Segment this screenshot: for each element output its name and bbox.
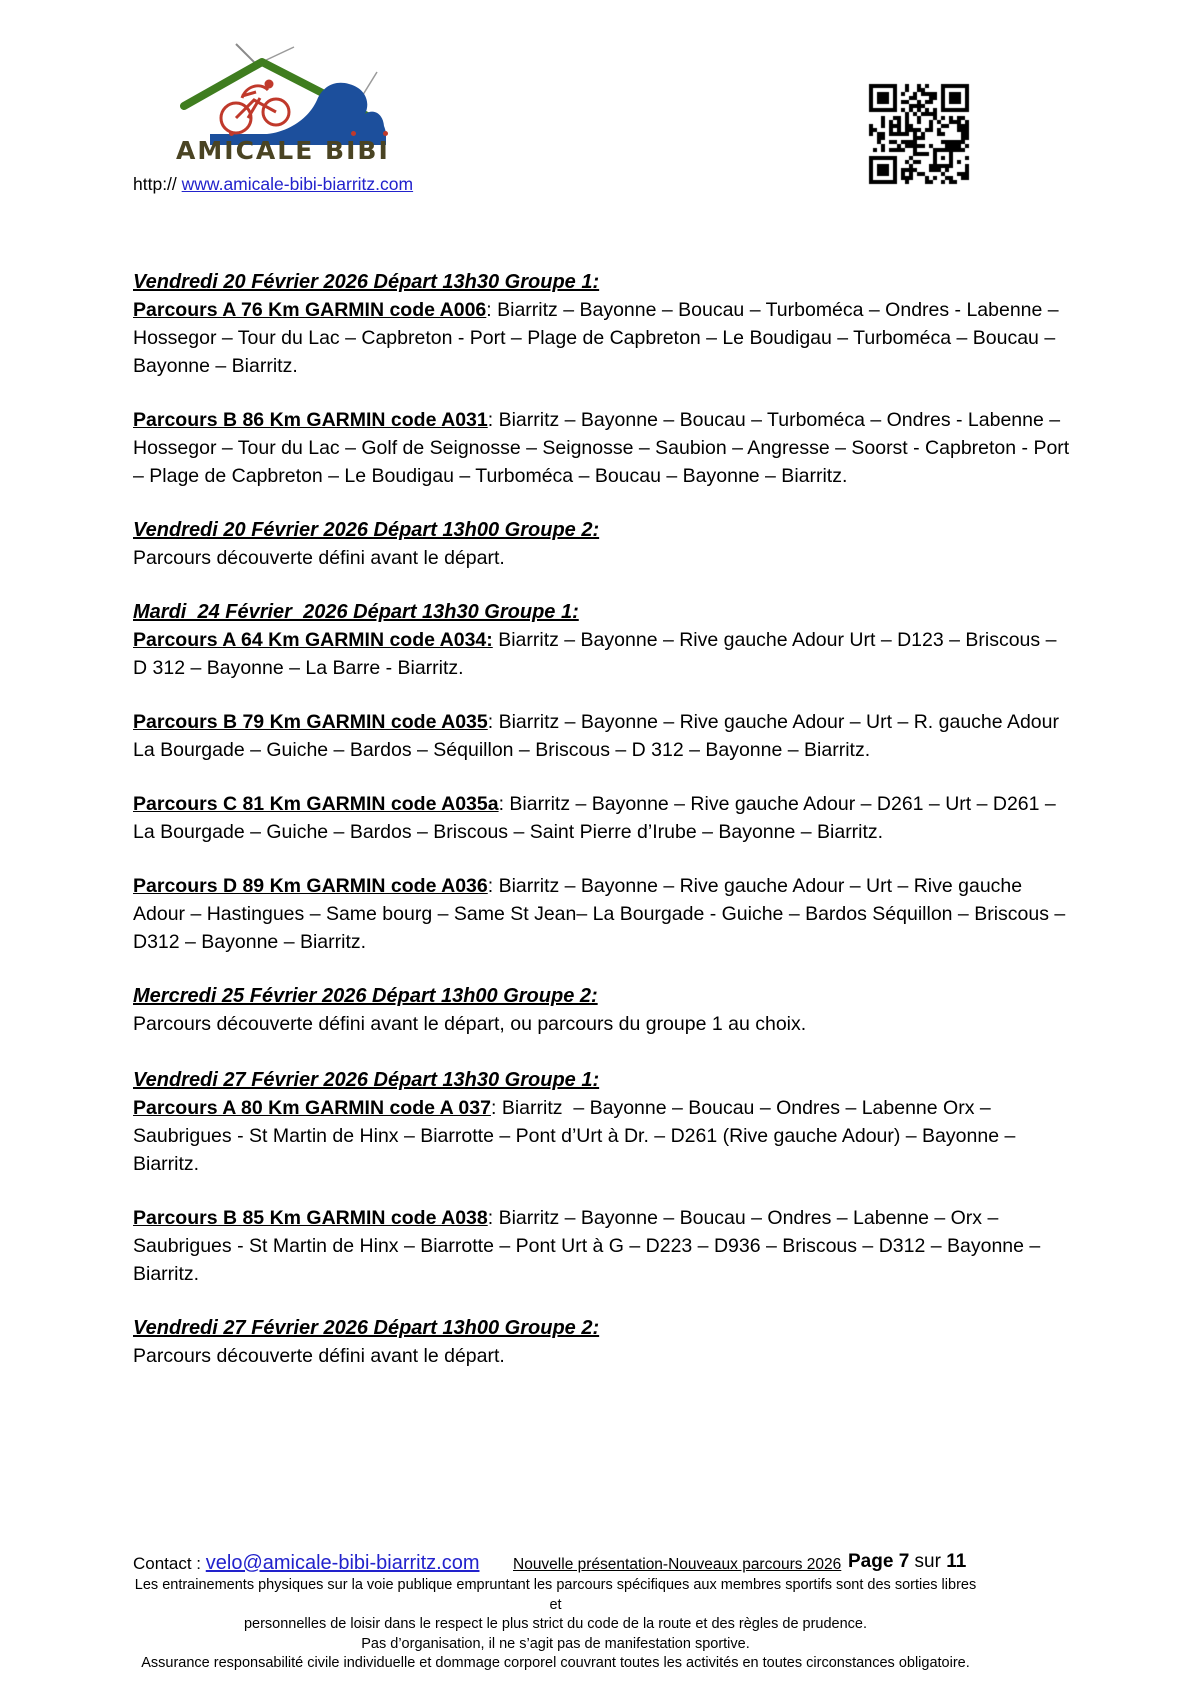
session-heading: Mardi 24 Février 2026 Départ 13h30 Groupe 1: [133, 601, 579, 623]
route-label: Parcours D 89 Km GARMIN code A036 [133, 875, 488, 897]
url-prefix: http:// [133, 174, 182, 194]
route-label: Parcours A 76 Km GARMIN code A006 [133, 299, 487, 321]
page-separator: sur [909, 1551, 947, 1572]
website-url-line [133, 174, 413, 195]
session-heading: Mercredi 25 Février 2026 Départ 13h00 Groupe 2: [133, 985, 598, 1007]
disclaimer-line: Assurance responsabilité civile individuelle et dommage corporel couvrant toutes les activités en toutes circonstances obligatoire. [141, 1655, 970, 1671]
route-separator: : [487, 875, 499, 897]
route-separator: : [490, 1097, 502, 1119]
route-text: Biarritz – Bayonne – Boucau – Turboméca – Ondres - Labenne – Hossegor – Tour du Lac – Golf de Seignosse – Seignosse – Saubion – Angresse – Soorst - Capbreton - Port – Plage de Capbreton – Le Boudigau – Turboméca – Boucau – Bayonne – Biarritz. [133, 409, 1075, 487]
route-text: Biarritz – Bayonne – Boucau – Turboméca – Ondres - Labenne – Hossegor – Tour du Lac – Capbreton - Port – Plage de Capbreton – Le Boudigau – Turboméca – Boucau – Bayonne – Biarritz. [133, 299, 1065, 377]
document-title: Nouvelle présentation-Nouveaux parcours 2026 [513, 1556, 842, 1573]
logo-wordmark: AMICALE BIBI [176, 136, 390, 165]
route-paragraph [133, 406, 1073, 490]
route-paragraph [133, 296, 1073, 380]
route-label: Parcours A 80 Km GARMIN code A 037 [133, 1097, 491, 1119]
page-current: 7 [898, 1551, 910, 1572]
footer-line [133, 1549, 1093, 1579]
session-heading: Vendredi 20 Février 2026 Départ 13h00 Groupe 2: [133, 519, 600, 541]
route-text: Biarritz – Bayonne – Boucau – Ondres – Labenne – Orx – Saubrigues - St Martin de Hinx – Biarrotte – Pont Urt à G – D223 – D936 – Briscous – D312 – Bayonne – Biarritz. [133, 1207, 1046, 1285]
session-heading: Vendredi 27 Février 2026 Départ 13h00 Groupe 2: [133, 1317, 600, 1339]
route-text: Biarritz – Bayonne – Rive gauche Adour – D261 – Urt – D261 – La Bourgade – Guiche – Bardos – Briscous – Saint Pierre d’Irube – Bayonne – Biarritz. [133, 793, 1062, 843]
route-text: Parcours découverte défini avant le départ. [133, 1345, 505, 1367]
route-paragraph [133, 1342, 1073, 1370]
session-heading: Vendredi 20 Février 2026 Départ 13h30 Groupe 1: [133, 271, 600, 293]
session-section [133, 1314, 1073, 1370]
route-paragraph [133, 790, 1073, 846]
route-separator: : [487, 409, 499, 431]
route-label: Parcours B 85 Km GARMIN code A038 [133, 1207, 488, 1229]
session-section [133, 516, 1073, 572]
route-text: Biarritz – Bayonne – Rive gauche Adour – Urt – R. gauche Adour La Bourgade – Guiche – Bardos – Séquillon – Briscous – D 312 – Bayonne – Biarritz. [133, 711, 1065, 761]
route-text: Parcours découverte défini avant le départ. [133, 547, 505, 569]
route-paragraph [133, 544, 1073, 572]
route-paragraph [133, 626, 1073, 682]
contact-email-link[interactable]: velo@amicale-bibi-biarritz.com [205, 1552, 480, 1574]
session-section [133, 1066, 1073, 1288]
disclaimer-line: Les entrainements physiques sur la voie publique empruntant les parcours spécifiques aux membres sportifs sont des sorties libres et [134, 1577, 977, 1613]
route-text: Biarritz – Bayonne – Boucau – Ondres – Labenne Orx – Saubrigues - St Martin de Hinx – Biarrotte – Pont d’Urt à Dr. – D261 (Rive gauche Adour) – Bayonne – Biarritz. [133, 1097, 1021, 1175]
disclaimer-line: personnelles de loisir dans le respect le plus strict du code de la route et des règles de prudence. [243, 1616, 868, 1632]
route-paragraph [133, 872, 1073, 956]
route-paragraph [133, 1204, 1073, 1288]
route-paragraph [133, 1010, 1073, 1038]
page-total: 11 [946, 1551, 967, 1572]
route-separator: : [487, 1207, 499, 1229]
session-section [133, 982, 1073, 1038]
route-separator: : [487, 711, 499, 733]
route-separator: : [486, 299, 498, 321]
route-label: Parcours A 64 Km GARMIN code A034: [133, 629, 493, 651]
page-word: Page [848, 1551, 899, 1572]
contact-block [133, 1552, 479, 1575]
session-section [133, 598, 1073, 956]
route-label: Parcours C 81 Km GARMIN code A035a [133, 793, 499, 815]
route-text: Biarritz – Bayonne – Rive gauche Adour – Urt – Rive gauche Adour – Hastingues – Same bourg – Same St Jean– La Bourgade - Guiche – Bardos Séquillon – Briscous – D312 – Bayonne – Biarritz. [133, 875, 1071, 953]
page-number [848, 1551, 966, 1573]
footer-disclaimer [133, 1576, 978, 1674]
document-body [133, 268, 1073, 1396]
website-link[interactable]: www.amicale-bibi-biarritz.com [181, 174, 414, 194]
route-text: Parcours découverte défini avant le départ, ou parcours du groupe 1 au choix. [133, 1013, 807, 1035]
route-paragraph [133, 1094, 1073, 1178]
route-text: Biarritz – Bayonne – Rive gauche Adour Urt – D123 – Briscous – D 312 – Bayonne – La Barre - Biarritz. [133, 629, 1062, 679]
session-section [133, 268, 1073, 490]
session-heading: Vendredi 27 Février 2026 Départ 13h30 Groupe 1: [133, 1069, 600, 1091]
route-separator: : [498, 793, 510, 815]
disclaimer-line: Pas d’organisation, il ne s’agit pas de manifestation sportive. [361, 1635, 750, 1652]
route-label: Parcours B 79 Km GARMIN code A035 [133, 711, 488, 733]
qr-code [868, 83, 970, 185]
route-label: Parcours B 86 Km GARMIN code A031 [133, 409, 488, 431]
contact-label: Contact : [133, 1554, 206, 1573]
route-paragraph [133, 708, 1073, 764]
